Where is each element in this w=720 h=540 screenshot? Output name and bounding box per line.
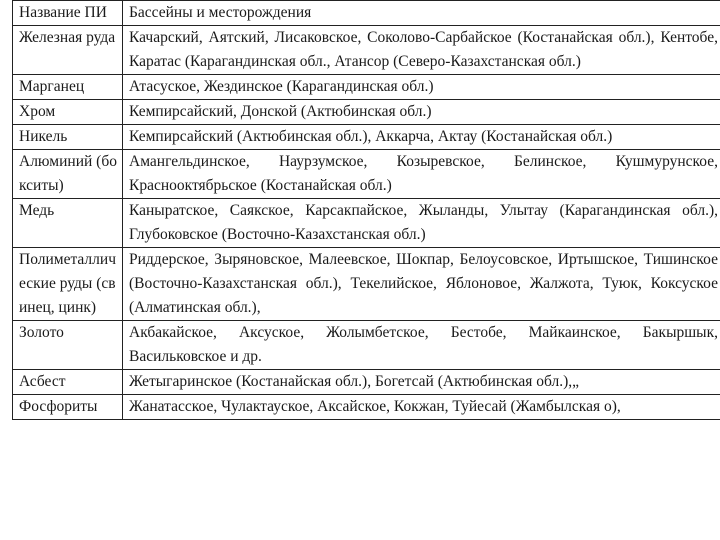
mineral-name-cell: Никель: [13, 125, 123, 150]
mineral-name-cell: Хром: [13, 100, 123, 125]
table-row: [13, 125, 720, 150]
deposits-cell: Кемпирсайский (Актюбинская обл.), Аккарча, Актау (Костанайская обл.): [123, 125, 720, 150]
mineral-name-cell: Золото: [13, 321, 123, 370]
header-deposits-cell: Бассейны и месторождения: [123, 1, 720, 26]
table-row: [13, 75, 720, 100]
header-mineral-cell: Название ПИ: [13, 1, 123, 26]
deposits-cell: Жетыгаринское (Костанайская обл.), Богетсай (Актюбинская обл.),„: [123, 370, 720, 395]
table-row: [13, 150, 720, 199]
deposits-cell: Акбакайское, Аксуское, Жолымбетское, Бестобе, Майкаинское, Бакыршык, Васильковское и др.: [123, 321, 720, 370]
table-row: [13, 321, 720, 370]
mineral-name-cell: Марганец: [13, 75, 123, 100]
deposits-cell: Атасуское, Жездинское (Карагандинская обл.): [123, 75, 720, 100]
table-row: [13, 395, 720, 420]
deposits-cell: Риддерское, Зыряновское, Малеевское, Шокпар, Белоусовское, Иртышское, Тишинское (Восточно-Казахстанская обл.), Текелийское, Яблоновое, Жалжота, Туюк, Коксуское (Алматинская обл.),: [123, 248, 720, 321]
mineral-name-cell: Железная руда: [13, 26, 123, 75]
mineral-name-cell: Полиметаллические руды (свинец, цинк): [13, 248, 123, 321]
mineral-name-cell: Асбест: [13, 370, 123, 395]
table-header-row: [13, 1, 720, 26]
deposits-table-body: [13, 1, 720, 420]
mineral-name-cell: Фосфориты: [13, 395, 123, 420]
deposits-cell: Жанатасское, Чулактауское, Аксайское, Кокжан, Туйесай (Жамбылская о),: [123, 395, 720, 420]
mineral-name-cell: Медь: [13, 199, 123, 248]
deposits-cell: Каныратское, Саякское, Карсакпайское, Жыланды, Улытау (Карагандинская обл.), Глубоковское (Восточно-Казахстанская обл.): [123, 199, 720, 248]
table-row: [13, 248, 720, 321]
table-row: [13, 199, 720, 248]
deposits-cell: Амангельдинское, Наурзумское, Козыревское, Белинское, Кушмурунское, Краснооктябрьское (Костанайская обл.): [123, 150, 720, 199]
deposits-table: [12, 0, 720, 420]
deposits-cell: Качарский, Аятский, Лисаковское, Соколово-Сарбайское (Костанайская обл.), Кентобе, Каратас (Карагандинская обл., Атансор (Северо-Казахстанская обл.): [123, 26, 720, 75]
table-row: [13, 370, 720, 395]
deposits-cell: Кемпирсайский, Донской (Актюбинская обл.): [123, 100, 720, 125]
table-row: [13, 100, 720, 125]
mineral-name-cell: Алюминий (бокситы): [13, 150, 123, 199]
table-row: [13, 26, 720, 75]
